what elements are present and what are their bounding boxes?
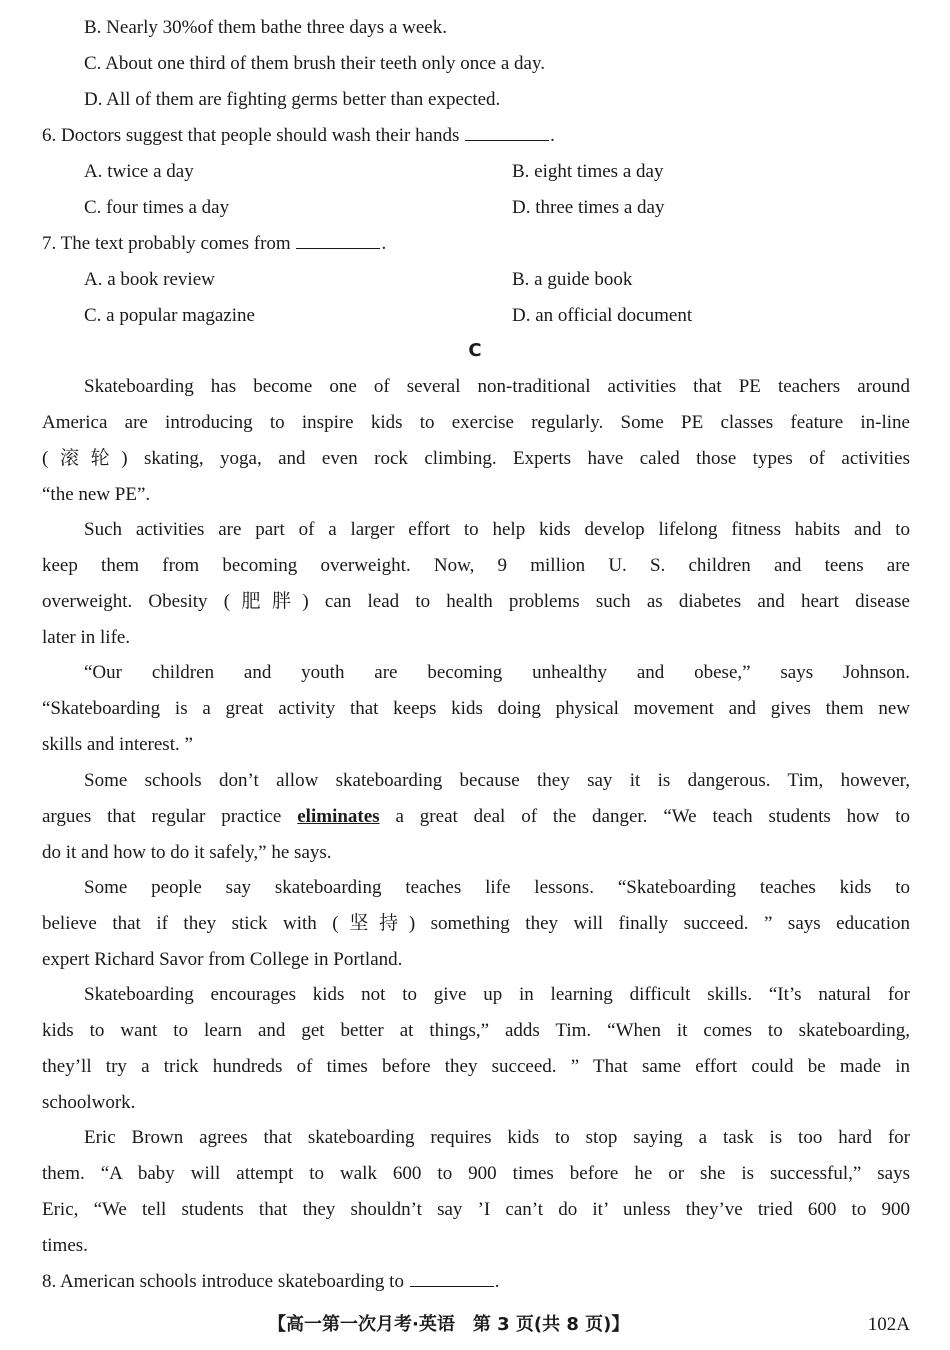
passage-line: “Skateboarding is a great activity that keeps kids doing physical movement and gives them new	[42, 698, 910, 719]
passage-line-with-keyword	[42, 799, 910, 835]
q7-option-b: B. a guide book	[512, 269, 633, 290]
passage-line: America are introducing to inspire kids to exercise regularly. Some PE classes feature in-line	[42, 412, 910, 433]
passage-line: “the new PE”.	[42, 484, 151, 505]
passage-line: skills and interest. ”	[42, 734, 193, 755]
keyword-eliminates: eliminates	[297, 806, 380, 827]
passage-line: overweight. Obesity (肥胖) can lead to health problems such as diabetes and heart disease	[42, 591, 910, 612]
q5-option-b: B. Nearly 30%of them bathe three days a week.	[84, 17, 447, 38]
passage-line: Such activities are part of a larger effort to help kids develop lifelong fitness habits and to	[84, 519, 910, 540]
passage-line: they’ll try a trick hundreds of times before they succeed. ” That same effort could be made in	[42, 1056, 910, 1077]
q7-stem: 7. The text probably comes from	[42, 233, 291, 254]
q6-option-a: A. twice a day	[84, 161, 194, 182]
q7-stem-line	[42, 226, 910, 262]
passage-line: them. “A baby will attempt to walk 600 to 900 times before he or she is successful,” says	[42, 1163, 910, 1184]
passage-line: “Our children and youth are becoming unhealthy and obese,” says Johnson.	[84, 662, 910, 683]
q5-option-c: C. About one third of them brush their teeth only once a day.	[84, 53, 546, 74]
passage-text: a great deal of the danger. “We teach students how to	[395, 806, 910, 827]
passage-line: Skateboarding has become one of several non-traditional activities that PE teachers around	[84, 376, 910, 397]
passage-line: Skateboarding encourages kids not to give up in learning difficult skills. “It’s natural for	[84, 984, 910, 1005]
passage-line: do it and how to do it safely,” he says.	[42, 842, 332, 863]
answer-blank	[296, 226, 380, 249]
passage-line: keep them from becoming overweight. Now, 9 million U. S. children and teens are	[42, 555, 910, 576]
answer-blank	[410, 1264, 494, 1287]
q6-option-c: C. four times a day	[84, 197, 230, 218]
q6-stem: 6. Doctors suggest that people should wash their hands	[42, 125, 460, 146]
passage-line: Some schools don’t allow skateboarding because they say it is dangerous. Tim, however,	[84, 770, 910, 791]
passage-line: Some people say skateboarding teaches life lessons. “Skateboarding teaches kids to	[84, 877, 910, 898]
footer-title: 【高一第一次月考·英语 第 3 页(共 8 页)】	[268, 1314, 630, 1335]
q8-stem-line	[42, 1264, 910, 1300]
passage-line: later in life.	[42, 627, 131, 648]
footer-code: 102A	[867, 1314, 910, 1335]
q7-option-d: D. an official document	[512, 305, 693, 326]
q5-option-d: D. All of them are fighting germs better than expected.	[84, 89, 501, 110]
q6-option-d: D. three times a day	[512, 197, 665, 218]
passage-line: Eric, “We tell students that they shouldn’t say ’I can’t do it’ unless they’ve tried 600 to 900	[42, 1199, 910, 1220]
q6-option-b: B. eight times a day	[512, 161, 664, 182]
q8-end: .	[494, 1271, 500, 1292]
q7-option-c: C. a popular magazine	[84, 305, 255, 326]
passage-line: believe that if they stick with (坚持) something they will finally succeed. ” says education	[42, 913, 910, 934]
passage-line: schoolwork.	[42, 1092, 136, 1113]
answer-blank	[465, 118, 549, 141]
passage-line: Eric Brown agrees that skateboarding requires kids to stop saying a task is too hard for	[84, 1127, 910, 1148]
passage-line: kids to want to learn and get better at things,” adds Tim. “When it comes to skateboarding,	[42, 1020, 910, 1041]
passage-line: times.	[42, 1235, 88, 1256]
passage-line: (滚轮) skating, yoga, and even rock climbing. Experts have caled those types of activities	[42, 448, 910, 469]
passage-line: expert Richard Savor from College in Portland.	[42, 949, 403, 970]
q8-stem: 8. American schools introduce skateboarding to	[42, 1271, 404, 1292]
q6-end: .	[550, 125, 555, 146]
section-label: C	[468, 340, 482, 361]
passage-text: argues that regular practice	[42, 806, 282, 827]
q7-option-a: A. a book review	[84, 269, 215, 290]
q7-end: .	[381, 233, 387, 254]
q6-stem-line	[42, 118, 910, 154]
